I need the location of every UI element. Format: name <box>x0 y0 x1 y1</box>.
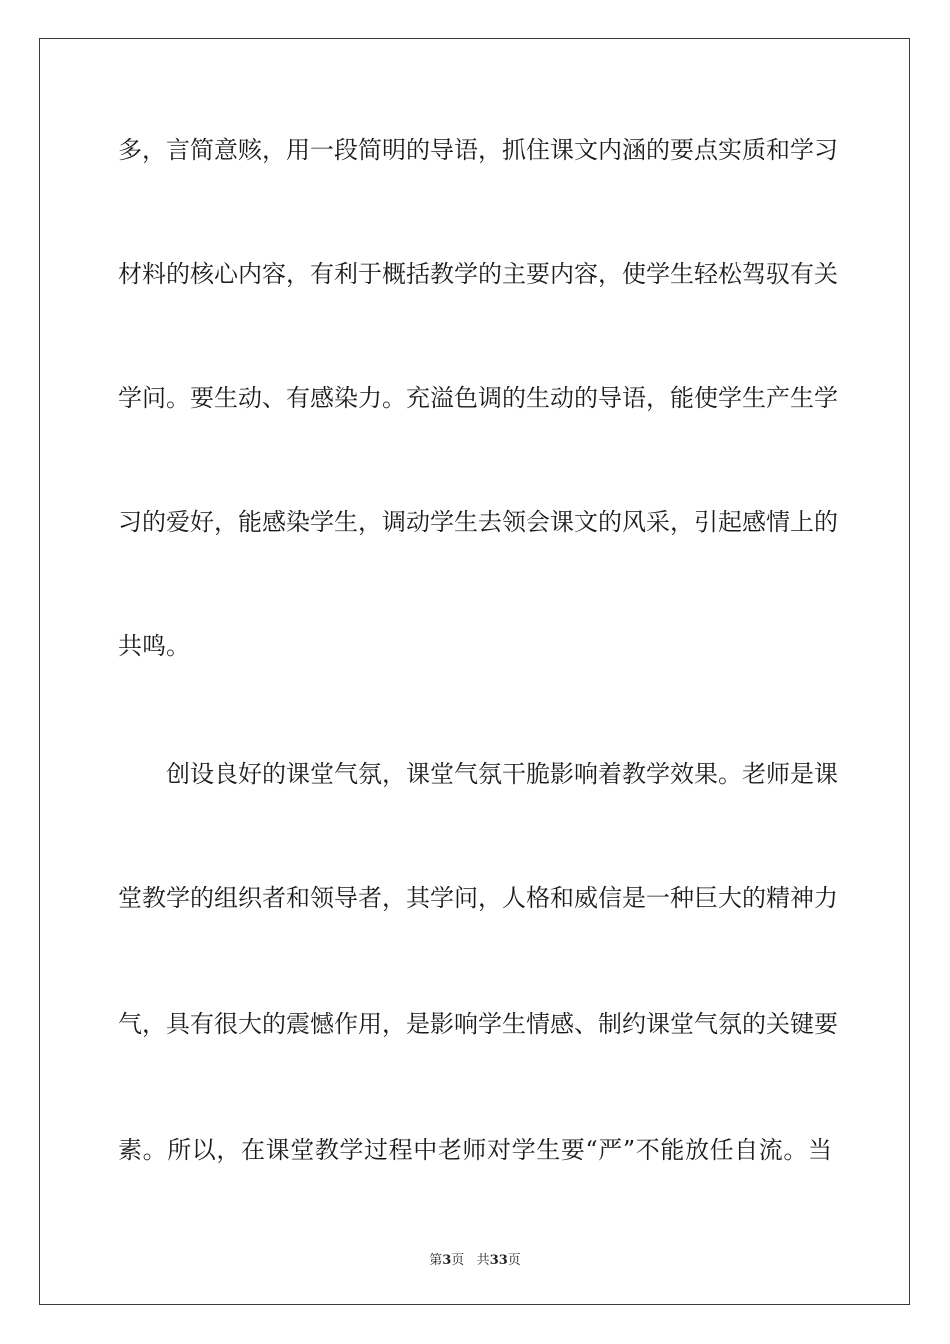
footer-total-number: 33 <box>489 1253 508 1268</box>
body-line-8: 气，具有很大的震憾作用，是影响学生情感、制约课堂气氛的关键要 <box>118 1010 838 1038</box>
body-line-2: 材料的核心内容，有利于概括教学的主要内容，使学生轻松驾驭有关 <box>118 260 838 288</box>
footer-page-prefix: 第 <box>429 1253 443 1268</box>
body-line-4: 习的爱好，能感染学生，调动学生去领会课文的风采，引起感情上的 <box>118 508 838 536</box>
footer-page-suffix: 页 <box>451 1253 465 1268</box>
footer-total-suffix: 页 <box>507 1253 521 1268</box>
body-line-9: 素。所以，在课堂教学过程中老师对学生要“严”不能放任自流。当 <box>118 1136 832 1164</box>
body-line-3: 学问。要生动、有感染力。充溢色调的生动的导语，能使学生产生学 <box>118 384 838 412</box>
footer-page-number: 3 <box>442 1253 452 1268</box>
body-line-5: 共鸣。 <box>118 632 190 660</box>
body-line-1: 多，言简意赅，用一段简明的导语，抓住课文内涵的要点实质和学习 <box>118 136 838 164</box>
page-border <box>39 38 910 1305</box>
page-footer <box>0 1249 950 1268</box>
body-line-6: 创设良好的课堂气氛，课堂气氛干脆影响着教学效果。老师是课 <box>166 760 838 788</box>
body-line-7: 堂教学的组织者和领导者，其学问，人格和威信是一种巨大的精神力 <box>118 884 838 912</box>
footer-total-prefix: 共 <box>476 1253 490 1268</box>
